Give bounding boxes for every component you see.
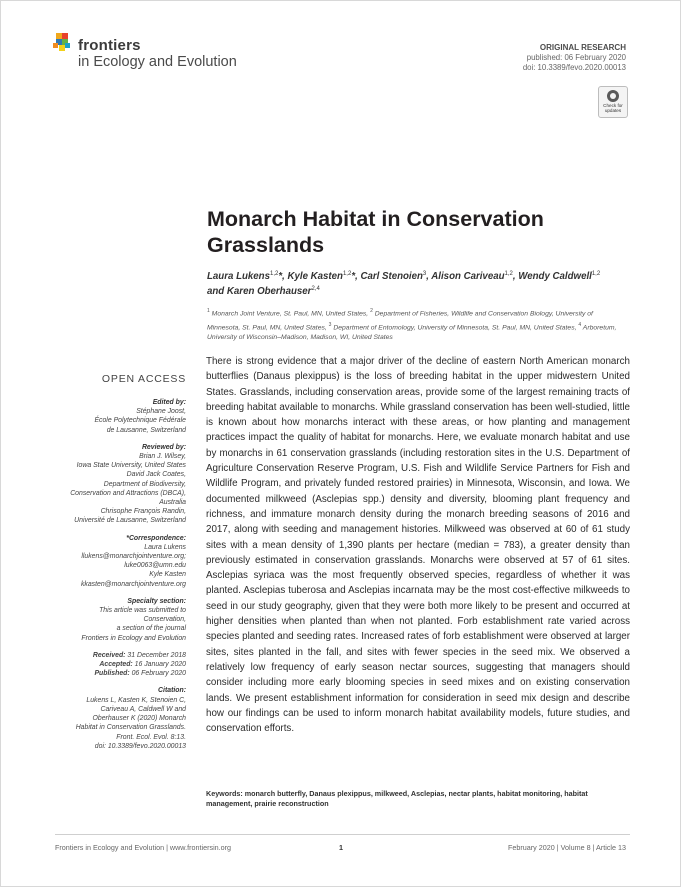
correspondence-name: Laura Lukens [144, 543, 186, 551]
abstract [206, 354, 630, 736]
citation-line: Oberhauser K (2020) Monarch [92, 715, 186, 723]
published-date-side: Published: 06 February 2020 [94, 670, 186, 678]
editor-name: Stéphane Joost, [136, 408, 186, 416]
author-list [207, 268, 627, 298]
citation-line: Habitat in Conservation Grasslands. [75, 724, 186, 732]
reviewer-line: Department of Biodiversity, [103, 480, 186, 488]
editor-affiliation: École Polytechnique Fédérale [94, 417, 186, 425]
footer-issue-info: February 2020 | Volume 8 | Article 13 [508, 843, 626, 852]
citation-doi[interactable]: doi: 10.3389/fevo.2020.00013 [94, 742, 186, 750]
author[interactable]: Alison Cariveau$^{1,2}$, [431, 271, 519, 283]
citation-line: Cariveau A, Caldwell W and [100, 705, 186, 713]
article-meta [523, 43, 626, 74]
correspondence-email[interactable]: kkasten@monarchjointventure.org [80, 580, 186, 588]
citation-heading: Citation: [158, 687, 186, 695]
check-for-updates-button[interactable] [598, 86, 628, 118]
correspondence-name: Kyle Kasten [149, 571, 186, 579]
page-number: 1 [339, 843, 343, 852]
correspondence-email[interactable]: luke0063@umn.edu [124, 562, 186, 570]
author[interactable]: Laura Lukens$^{1,2}$*, [207, 271, 288, 283]
accepted-date: Accepted: 16 January 2020 [99, 661, 186, 669]
footer-divider [55, 834, 630, 835]
citation-line: Lukens L, Kasten K, Stenoien C, [86, 696, 186, 704]
specialty-heading: Specialty section: [127, 597, 186, 605]
reviewer-line: Conservation and Attractions (DBCA), [70, 489, 186, 497]
article-sidebar [55, 373, 186, 751]
check-updates-icon [607, 90, 619, 102]
reviewed-by-heading: Reviewed by: [141, 443, 186, 451]
keywords [206, 789, 630, 809]
article-title: Monarch Habitat in Conservation Grasslands [207, 207, 544, 257]
correspondence-heading: *Correspondence: [126, 534, 186, 542]
reviewer-line: Brian J. Wilsey, [139, 453, 186, 461]
specialty-line: a section of the journal [116, 625, 186, 633]
abstract-text: There is strong evidence that a major driver of the decline of eastern North American monarch butterflies (Danaus plexippus) is the loss of breeding habitat in the upper midwestern United States. Grasslands, including conservation areas, provide some of the largest remaining tracts of breeding habitat available to monarchs. While grassland conservation has been well-studied, little is known about how monarchs interact with these areas, or how planting and management practices impact the quality of habitat for monarchs. Here, we evaluate monarch habitat and use by monarchs in 61 conservation grasslands (including restoration sites in the U.S. Department of Agriculture Conservation Reserve Program, U.S. Fish and Wildlife Service Partners for Fish and Wildlife Program, and privately funded restored prairies) in Minnesota, Wisconsin, and Iowa. We documented milkweed (Asclepias spp.) density and diversity, blooming plant frequency and richness, and immature monarch density during the monarch breeding seasons of 2016 and 2017, along with seeding and management histories. Milkweed was observed at 60 of 61 study sites with a mean density of 1,390 plants per hectare (median = 783), a greater density than previously estimated in conservation grasslands. Monarchs were observed at 57 of 61 sites. Asclepias syriaca was the most frequently observed species, regardless of whether it was planted. Asclepias tuberosa and Asclepias incarnata may be the most cost-effective milkweeds to seed in our study geography, given that they were both more likely to be present and occurred at higher densities when planted than when not planted. Forb establishment rate varied across species planted and seeding rates. Increased rates of forb establishment were observed at larger sites, sites planted in the fall, and sites with fewer species in the seed mix. We observed a relatively low frequency of early season nectar sources, suggesting that managers should consider including more early blooming species in seed mixes and on existing conservation lands. We present establishment information for consideration in seed mix design and describe how our findings can be used to inform monarch habitat availability models, future studies, and conservation efforts. [206, 356, 630, 735]
badge-label: Check for updates [603, 103, 623, 113]
doi[interactable]: doi: 10.3389/fevo.2020.00013 [522, 63, 626, 73]
keywords-label: Keywords: [206, 789, 243, 798]
journal-name: in Ecology and Evolution [78, 54, 237, 70]
specialty-line: Conservation, [143, 616, 186, 624]
editor-affiliation: de Lausanne, Switzerland [106, 426, 186, 434]
affiliations: $^1$ Monarch Joint Venture, St. Paul, MN, United States, $^2$ Department of Fisheries, Wildlife and Conservation Biology, University of Minnesota, St. Paul, MN, United States, $^3$ Department of Entomology, University of Minnesota, St. Paul, MN, United States, $^4$ Arboretum, University of Wisconsin–Madison, Madison, WI, United States [207, 308, 617, 342]
author[interactable]: and Karen Oberhauser$^{2,4}$ [207, 286, 320, 298]
reviewer-line: Université de Lausanne, Switzerland [74, 517, 186, 525]
received-date: Received: 31 December 2018 [92, 651, 186, 659]
frontiers-logo-icon [53, 31, 77, 55]
reviewer-line: Iowa State University, United States [76, 462, 186, 470]
correspondence-email[interactable]: llukens@monarchjointventure.org; [81, 553, 186, 561]
edited-by-heading: Edited by: [152, 399, 186, 406]
reviewer-line: Australia [159, 499, 186, 507]
keywords-list: monarch butterfly, Danaus plexippus, milkweed, Asclepias, nectar plants, habitat monitoring, habitat management, prairie reconstruction [206, 789, 588, 808]
author[interactable]: Wendy Caldwell$^{1,2}$ [518, 271, 601, 283]
article-type: ORIGINAL RESEARCH [539, 43, 626, 52]
specialty-line: Frontiers in Ecology and Evolution [81, 634, 186, 642]
brand-name: frontiers [78, 37, 141, 54]
author[interactable]: Carl Stenoien$^3$, [360, 271, 432, 283]
reviewer-line: Chrisophe François Randin, [100, 508, 186, 516]
reviewer-line: David Jack Coates, [126, 471, 186, 479]
footer-journal-link[interactable]: Frontiers in Ecology and Evolution | www.frontiersin.org [55, 843, 232, 852]
specialty-line: This article was submitted to [99, 607, 186, 615]
citation-line: Front. Ecol. Evol. 8:13. [116, 733, 186, 741]
published-date: published: 06 February 2020 [526, 53, 626, 63]
author[interactable]: Kyle Kasten$^{1,2}$*, [287, 271, 361, 283]
open-access-label: OPEN ACCESS [101, 373, 186, 385]
